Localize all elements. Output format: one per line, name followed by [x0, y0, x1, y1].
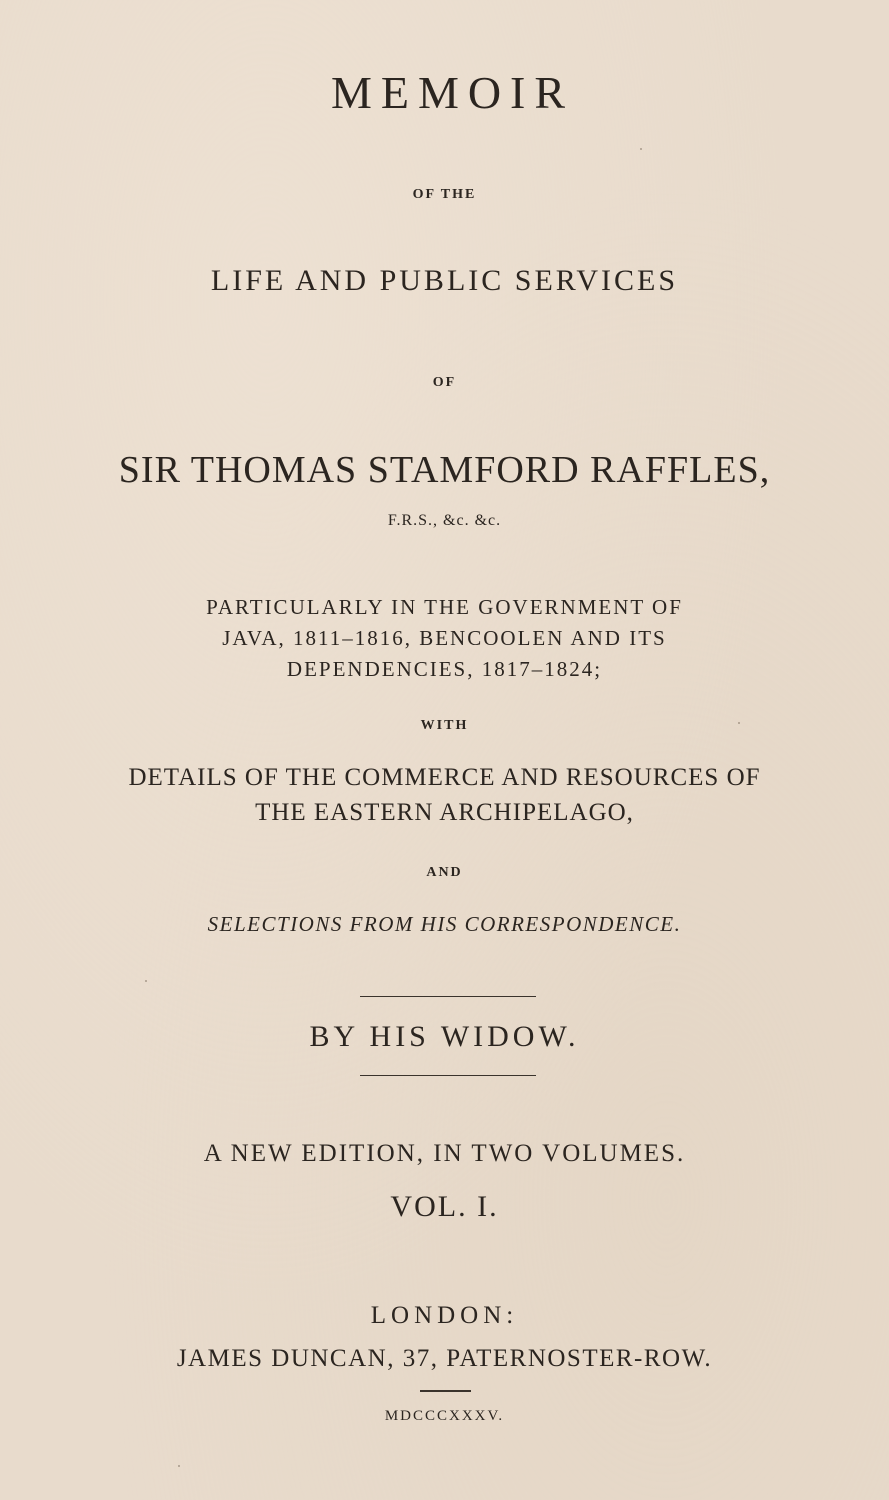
paper-speck: [178, 1465, 180, 1467]
book-subtitle: LIFE AND PUBLIC SERVICES: [210, 264, 679, 297]
selections-line: SELECTIONS FROM HIS CORRESPONDENCE.: [207, 912, 682, 936]
and-connector: AND: [426, 865, 463, 880]
subject-honours: F.R.S., &c. &c.: [387, 512, 502, 529]
scope-line-2: JAVA, 1811–1816, BENCOOLEN AND ITS: [222, 626, 667, 650]
imprint-year: MDCCCXXXV.: [384, 1408, 505, 1424]
subject-name: SIR THOMAS STAMFORD RAFFLES,: [118, 449, 771, 491]
book-title: MEMOIR: [330, 67, 575, 118]
paper-speck: [640, 148, 642, 150]
details-line-2: THE EASTERN ARCHIPELAGO,: [255, 799, 634, 826]
divider-rule-top: [360, 996, 536, 997]
volume-number: VOL. I.: [390, 1190, 499, 1223]
imprint-rule: [420, 1390, 471, 1392]
imprint-place: LONDON:: [370, 1302, 519, 1329]
divider-rule-bottom: [360, 1075, 536, 1076]
with-connector: WITH: [420, 718, 469, 733]
imprint-publisher: JAMES DUNCAN, 37, PATERNOSTER-ROW.: [176, 1345, 713, 1372]
paper-speck: [145, 980, 147, 982]
scope-line-3: DEPENDENCIES, 1817–1824;: [286, 657, 603, 681]
paper-speck: [738, 722, 740, 724]
edition-statement: A NEW EDITION, IN TWO VOLUMES.: [203, 1140, 686, 1167]
details-line-1: DETAILS OF THE COMMERCE AND RESOURCES OF: [128, 764, 761, 791]
of-the-connector: OF THE: [412, 187, 477, 202]
author-attribution: BY HIS WIDOW.: [309, 1020, 580, 1053]
of-connector: OF: [432, 375, 457, 390]
scope-line-1: PARTICULARLY IN THE GOVERNMENT OF: [206, 595, 683, 619]
